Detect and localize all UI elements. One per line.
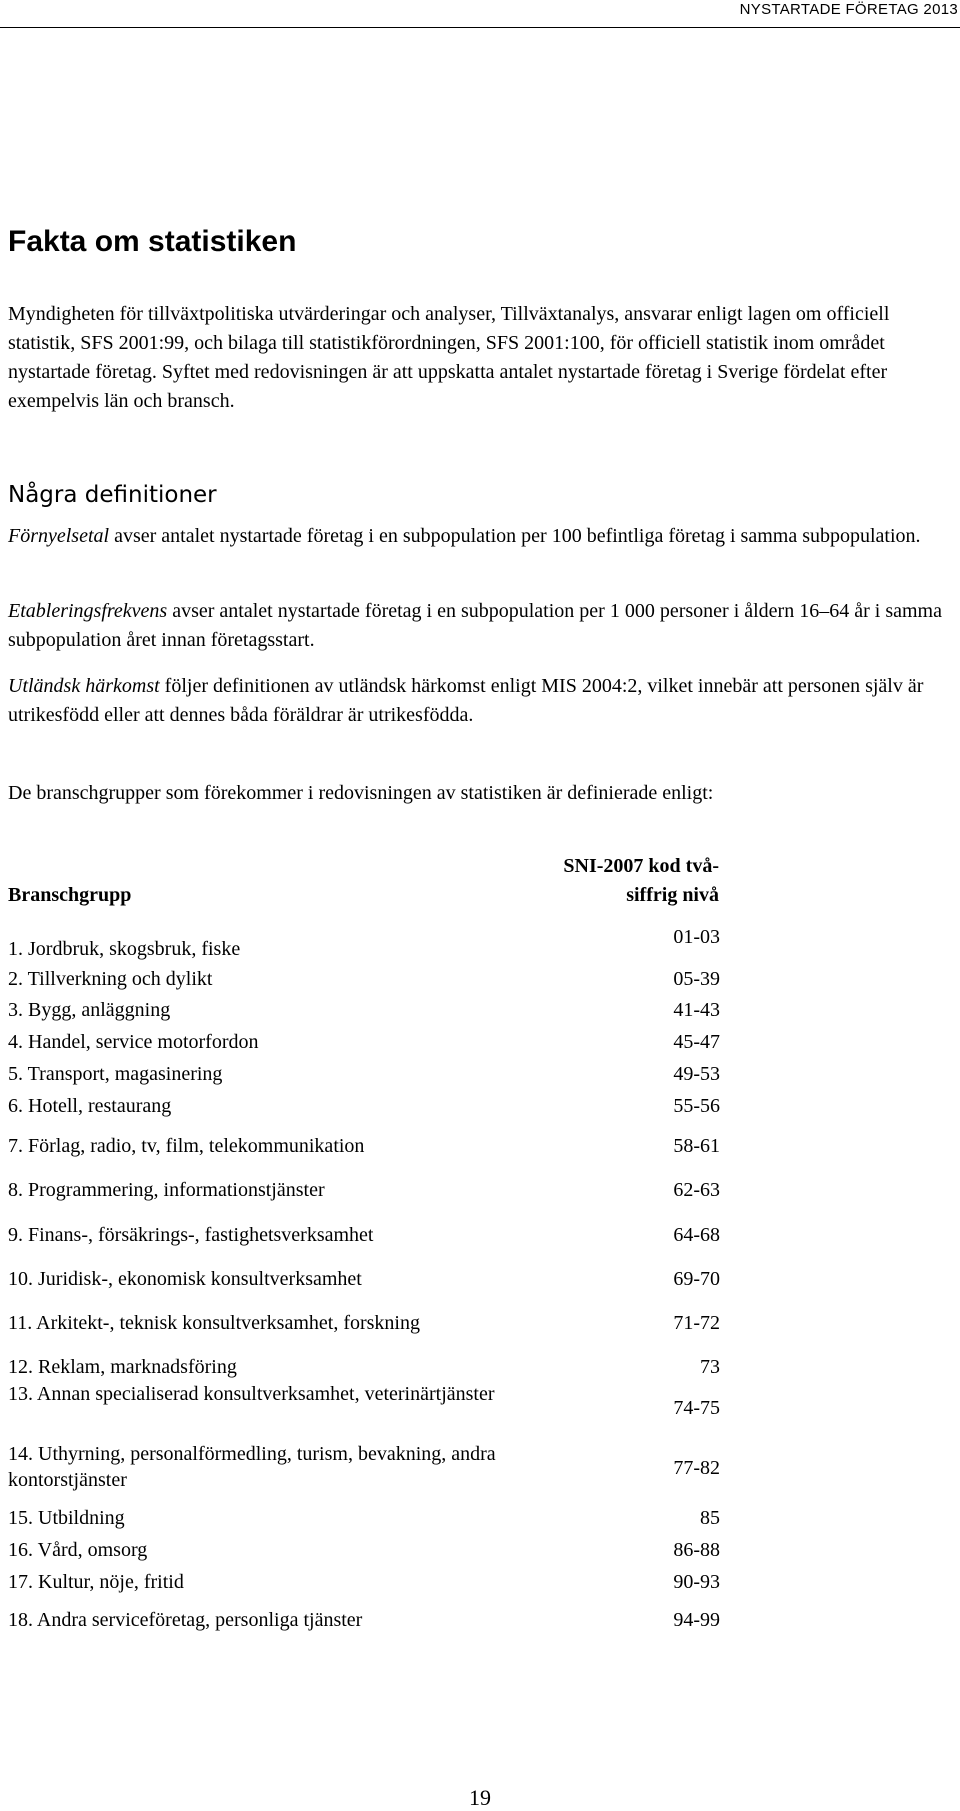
row-code: 74-75 xyxy=(673,1397,720,1419)
row-code: 62-63 xyxy=(673,1179,720,1201)
definition-term: Etableringsfrekvens xyxy=(8,600,168,622)
row-label: 15. Utbildning xyxy=(8,1507,125,1529)
definition-term: Förnyelsetal xyxy=(8,525,110,547)
bransch-intro-paragraph: De branschgrupper som förekommer i redovisningen av statistiken är definierade enligt: xyxy=(8,782,714,804)
row-label: 3. Bygg, anläggning xyxy=(8,999,171,1021)
row-code: 71-72 xyxy=(673,1312,720,1334)
row-code: 73 xyxy=(700,1356,720,1378)
table-row xyxy=(8,1306,720,1336)
row-code: 55-56 xyxy=(673,1095,720,1117)
table-row xyxy=(8,924,720,962)
row-code: 85 xyxy=(700,1507,720,1529)
row-code: 69-70 xyxy=(673,1268,720,1290)
row-code: 41-43 xyxy=(673,999,720,1021)
table-row xyxy=(8,1129,720,1159)
definition-text: avser antalet nystartade företag i en subpopulation per 1 000 personer i åldern 16–64 år i samma subpopulation året innan företagsstart. xyxy=(8,600,942,651)
row-code: 58-61 xyxy=(673,1135,720,1157)
table-row xyxy=(8,1262,720,1292)
row-label: 13. Annan specialiserad konsultverksamhet, veterinärtjänster xyxy=(8,1383,495,1405)
row-label: 9. Finans-, försäkrings-, fastighetsverksamhet xyxy=(8,1224,374,1246)
page-number: 19 xyxy=(469,1785,491,1810)
table-row xyxy=(8,1533,720,1563)
table-row xyxy=(8,1057,720,1087)
definitions-heading: Några definitioner xyxy=(8,482,217,508)
row-label: 10. Juridisk-, ekonomisk konsultverksamhet xyxy=(8,1268,362,1290)
row-label: 1. Jordbruk, skogsbruk, fiske xyxy=(8,938,241,960)
table-row xyxy=(8,1441,720,1495)
table-row xyxy=(8,1350,720,1380)
table-header-code: SNI-2007 kod två-siffrig nivå xyxy=(563,855,719,906)
row-label: 8. Programmering, informationstjänster xyxy=(8,1179,325,1201)
row-code: 77-82 xyxy=(673,1457,720,1479)
row-label: 7. Förlag, radio, tv, film, telekommunikation xyxy=(8,1135,365,1157)
row-code: 01-03 xyxy=(673,926,720,948)
table-row xyxy=(8,1089,720,1119)
table-row xyxy=(8,993,720,1023)
definition-text: avser antalet nystartade företag i en subpopulation per 100 befintliga företag i samma subpopulation. xyxy=(109,525,921,547)
row-label: 18. Andra serviceföretag, personliga tjänster xyxy=(8,1609,363,1631)
row-code: 49-53 xyxy=(673,1063,720,1085)
table-row xyxy=(8,1218,720,1248)
table-row xyxy=(8,1173,720,1203)
row-label: 6. Hotell, restaurang xyxy=(8,1095,172,1117)
row-code: 45-47 xyxy=(673,1031,720,1053)
intro-paragraph: Myndigheten för tillväxtpolitiska utvärderingar och analyser, Tillväxtanalys, ansvarar enligt lagen om officiell statistik, SFS 2001:99, och bilaga till statistikförordningen, SFS 2001:100, för officiell statistik inom området nystartade företag. Syftet med redovisningen är att uppskatta antalet nystartade företag i Sverige fördelat efter exempelvis län och bransch. xyxy=(8,303,890,412)
table-row xyxy=(8,1603,720,1633)
row-label: 12. Reklam, marknadsföring xyxy=(8,1356,237,1378)
definition-term: Utländsk härkomst xyxy=(8,675,160,697)
table-row xyxy=(8,962,720,992)
row-label: 2. Tillverkning och dylikt xyxy=(8,968,213,990)
table-row xyxy=(8,1501,720,1531)
table-header-group: Branschgrupp xyxy=(8,884,132,906)
table-row xyxy=(8,1381,720,1435)
row-label: 11. Arkitekt-, teknisk konsultverksamhet, forskning xyxy=(8,1312,420,1334)
table-row xyxy=(8,1565,720,1595)
row-code: 90-93 xyxy=(673,1571,720,1593)
running-header: NYSTARTADE FÖRETAG 2013 xyxy=(0,0,960,28)
row-code: 05-39 xyxy=(673,968,720,990)
row-label: 16. Vård, omsorg xyxy=(8,1539,148,1561)
row-label: 5. Transport, magasinering xyxy=(8,1063,223,1085)
row-label: 17. Kultur, nöje, fritid xyxy=(8,1571,184,1593)
table-row xyxy=(8,1025,720,1055)
row-code: 64-68 xyxy=(673,1224,720,1246)
definition-text: följer definitionen av utländsk härkomst enligt MIS 2004:2, vilket innebär att personen själv är utrikesfödd eller att dennes båda föräldrar är utrikesfödda. xyxy=(8,675,924,726)
row-code: 94-99 xyxy=(673,1609,720,1631)
row-code: 86-88 xyxy=(673,1539,720,1561)
page-title: Fakta om statistiken xyxy=(8,225,297,258)
row-label: 14. Uthyrning, personalförmedling, turism, bevakning, andra kontorstjänster xyxy=(8,1443,496,1491)
row-label: 4. Handel, service motorfordon xyxy=(8,1031,259,1053)
